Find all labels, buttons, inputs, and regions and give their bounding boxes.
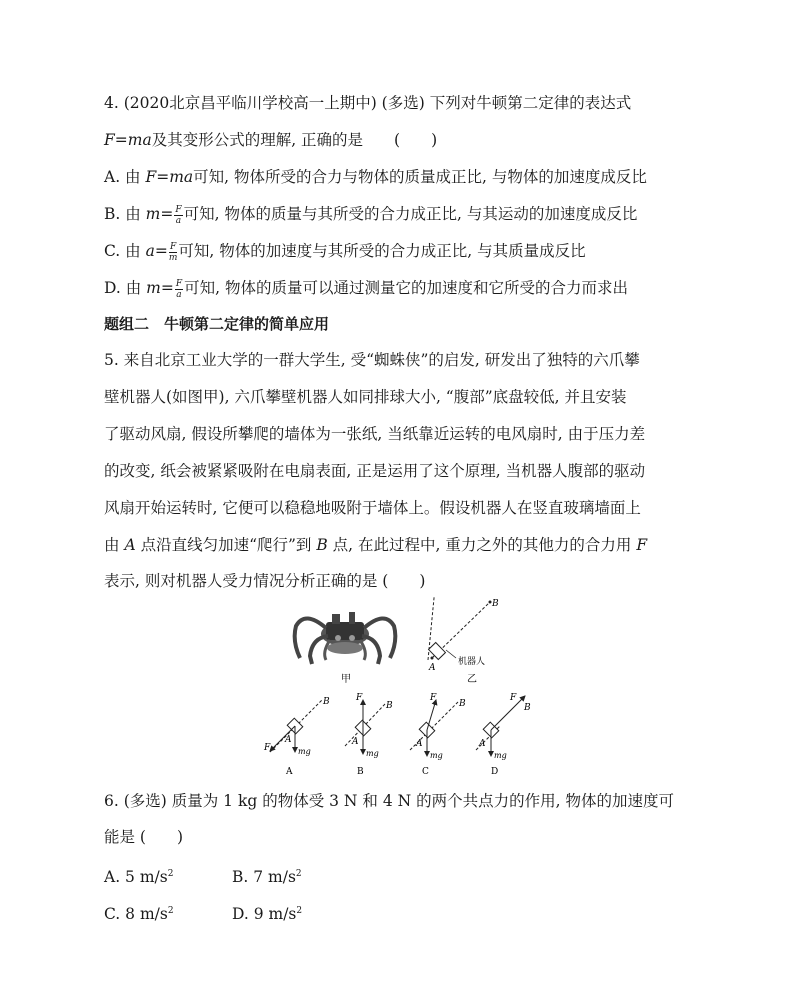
option-d-mg: mg (494, 751, 507, 760)
q5-line2: 壁机器人(如图甲), 六爪攀壁机器人如同排球大小, “腹部”底盘较低, 并且安装 (104, 388, 627, 406)
option-c-mg: mg (430, 751, 443, 760)
q4-stem-text: 及其变形公式的理解, 正确的是 ( ) (151, 131, 438, 149)
option-b-point-a: A (352, 737, 359, 747)
q4-option-d-fraction: $\frac{F}{a}$ (175, 278, 183, 300)
q6-option-b: B. 7 $m/s^2$ (232, 868, 302, 887)
q4-option-b (104, 204, 637, 226)
q4-option-c-text: 可知, 物体的加速度与其所受的合力成正比, 与其质量成反比 (178, 242, 586, 260)
option-d-point-b: B (524, 703, 531, 713)
q6-line1: 6. (多选) 质量为 1 kg 的物体受 3 N 和 4 N 的两个共点力的作用, 物体的加速度可 (104, 792, 674, 810)
q4-option-d-prefix: D. 由 (104, 279, 147, 297)
q5-line3: 了驱动风扇, 假设所攀爬的墙体为一张纸, 当纸靠近运转的电风扇时, 由于压力差 (104, 425, 646, 443)
fig-yi-point-b: B (492, 599, 499, 609)
option-a-mg: mg (298, 747, 311, 756)
section-title: 题组二 牛顿第二定律的简单应用 (104, 315, 330, 333)
q6-line2: 能是 ( ) (104, 828, 184, 846)
q6-option-d: D. 9 $m/s^2$ (232, 905, 303, 924)
q4-option-d-text: 可知, 物体的质量可以通过测量它的加速度和它所受的合力而求出 (184, 279, 628, 297)
q6-options-row1 (104, 864, 302, 887)
q4-option-b-text: 可知, 物体的质量与其所受的合力成正比, 与其运动的加速度成反比 (183, 205, 638, 223)
q6-options-row2 (104, 901, 303, 924)
q4-option-b-fraction: $\frac{F}{a}$ (175, 204, 182, 226)
option-d-label: D (491, 767, 499, 777)
q4-option-c-prefix: C. 由 (104, 242, 146, 260)
option-c-label: C (422, 767, 429, 777)
q4-stem-line2 (104, 130, 437, 150)
option-b-point-b: B (386, 701, 393, 711)
q4-option-b-prefix: B. 由 (104, 205, 146, 223)
option-c-point-b: B (459, 699, 466, 709)
option-a-point-a: A (285, 735, 292, 745)
q4-option-c-lhs: a= (145, 242, 168, 260)
fig-label-yi: 乙 (467, 674, 477, 685)
q4-option-c-fraction: $\frac{F}{m}$ (168, 241, 178, 263)
q4-stem-line1: 4. (2020北京昌平临川学校高一上期中) (多选) 下列对牛顿第二定律的表达式 (104, 94, 632, 112)
option-b-mg: mg (366, 749, 379, 758)
q6-option-a: A. 5 $m/s^2$ (104, 868, 174, 887)
q4-option-a (104, 167, 647, 187)
robot-photo (295, 612, 396, 664)
q4-option-c (104, 241, 586, 263)
q6-option-c: C. 8 $m/s^2$ (104, 905, 174, 924)
option-d-point-a: A (479, 739, 486, 749)
q5-line6: 由 A 点沿直线匀加速“爬行”到 B 点, 在此过程中, 重力之外的其他力的合力用 F (104, 536, 648, 554)
option-a-force-f: F (264, 743, 271, 753)
q4-option-a-prefix: A. 由 (104, 168, 146, 186)
q5-line4: 的改变, 纸会被紧紧吸附在电扇表面, 正是运用了这个原理, 当机器人腹部的驱动 (104, 462, 646, 480)
option-b-diagram (345, 700, 385, 754)
q4-option-a-text: 可知, 物体所受的合力与物体的质量成正比, 与物体的加速度成反比 (193, 168, 647, 186)
q4-option-b-lhs: m= (145, 205, 174, 223)
q4-option-d-lhs: m= (146, 279, 174, 297)
q4-formula: F=ma (104, 131, 152, 149)
option-d-force-f: F (510, 693, 517, 703)
fig-yi-point-a: A (429, 663, 436, 673)
option-a-diagram (270, 700, 322, 752)
option-c-force-f: F (430, 693, 437, 703)
option-b-label: B (357, 767, 364, 777)
q5-line1: 5. 来自北京工业大学的一群大学生, 受“蜘蛛侠”的启发, 研发出了独特的六爪攀 (104, 351, 640, 369)
option-b-force-f: F (356, 693, 363, 703)
q5-line7: 表示, 则对机器人受力情况分析正确的是 ( ) (104, 572, 426, 590)
q4-option-d (104, 278, 628, 300)
fig-label-jia: 甲 (341, 674, 351, 685)
option-a-label: A (286, 767, 293, 777)
q5-figure (0, 596, 794, 796)
q4-option-a-formula: F=ma (145, 168, 194, 186)
option-c-point-a: A (416, 739, 423, 749)
fig-yi-robot-label: 机器人 (458, 657, 486, 667)
option-a-point-b: B (323, 697, 330, 707)
q5-line5: 风扇开始运转时, 它便可以稳稳地吸附于墙体上。假设机器人在竖直玻璃墙面上 (104, 499, 641, 517)
path-diagram (428, 596, 492, 660)
